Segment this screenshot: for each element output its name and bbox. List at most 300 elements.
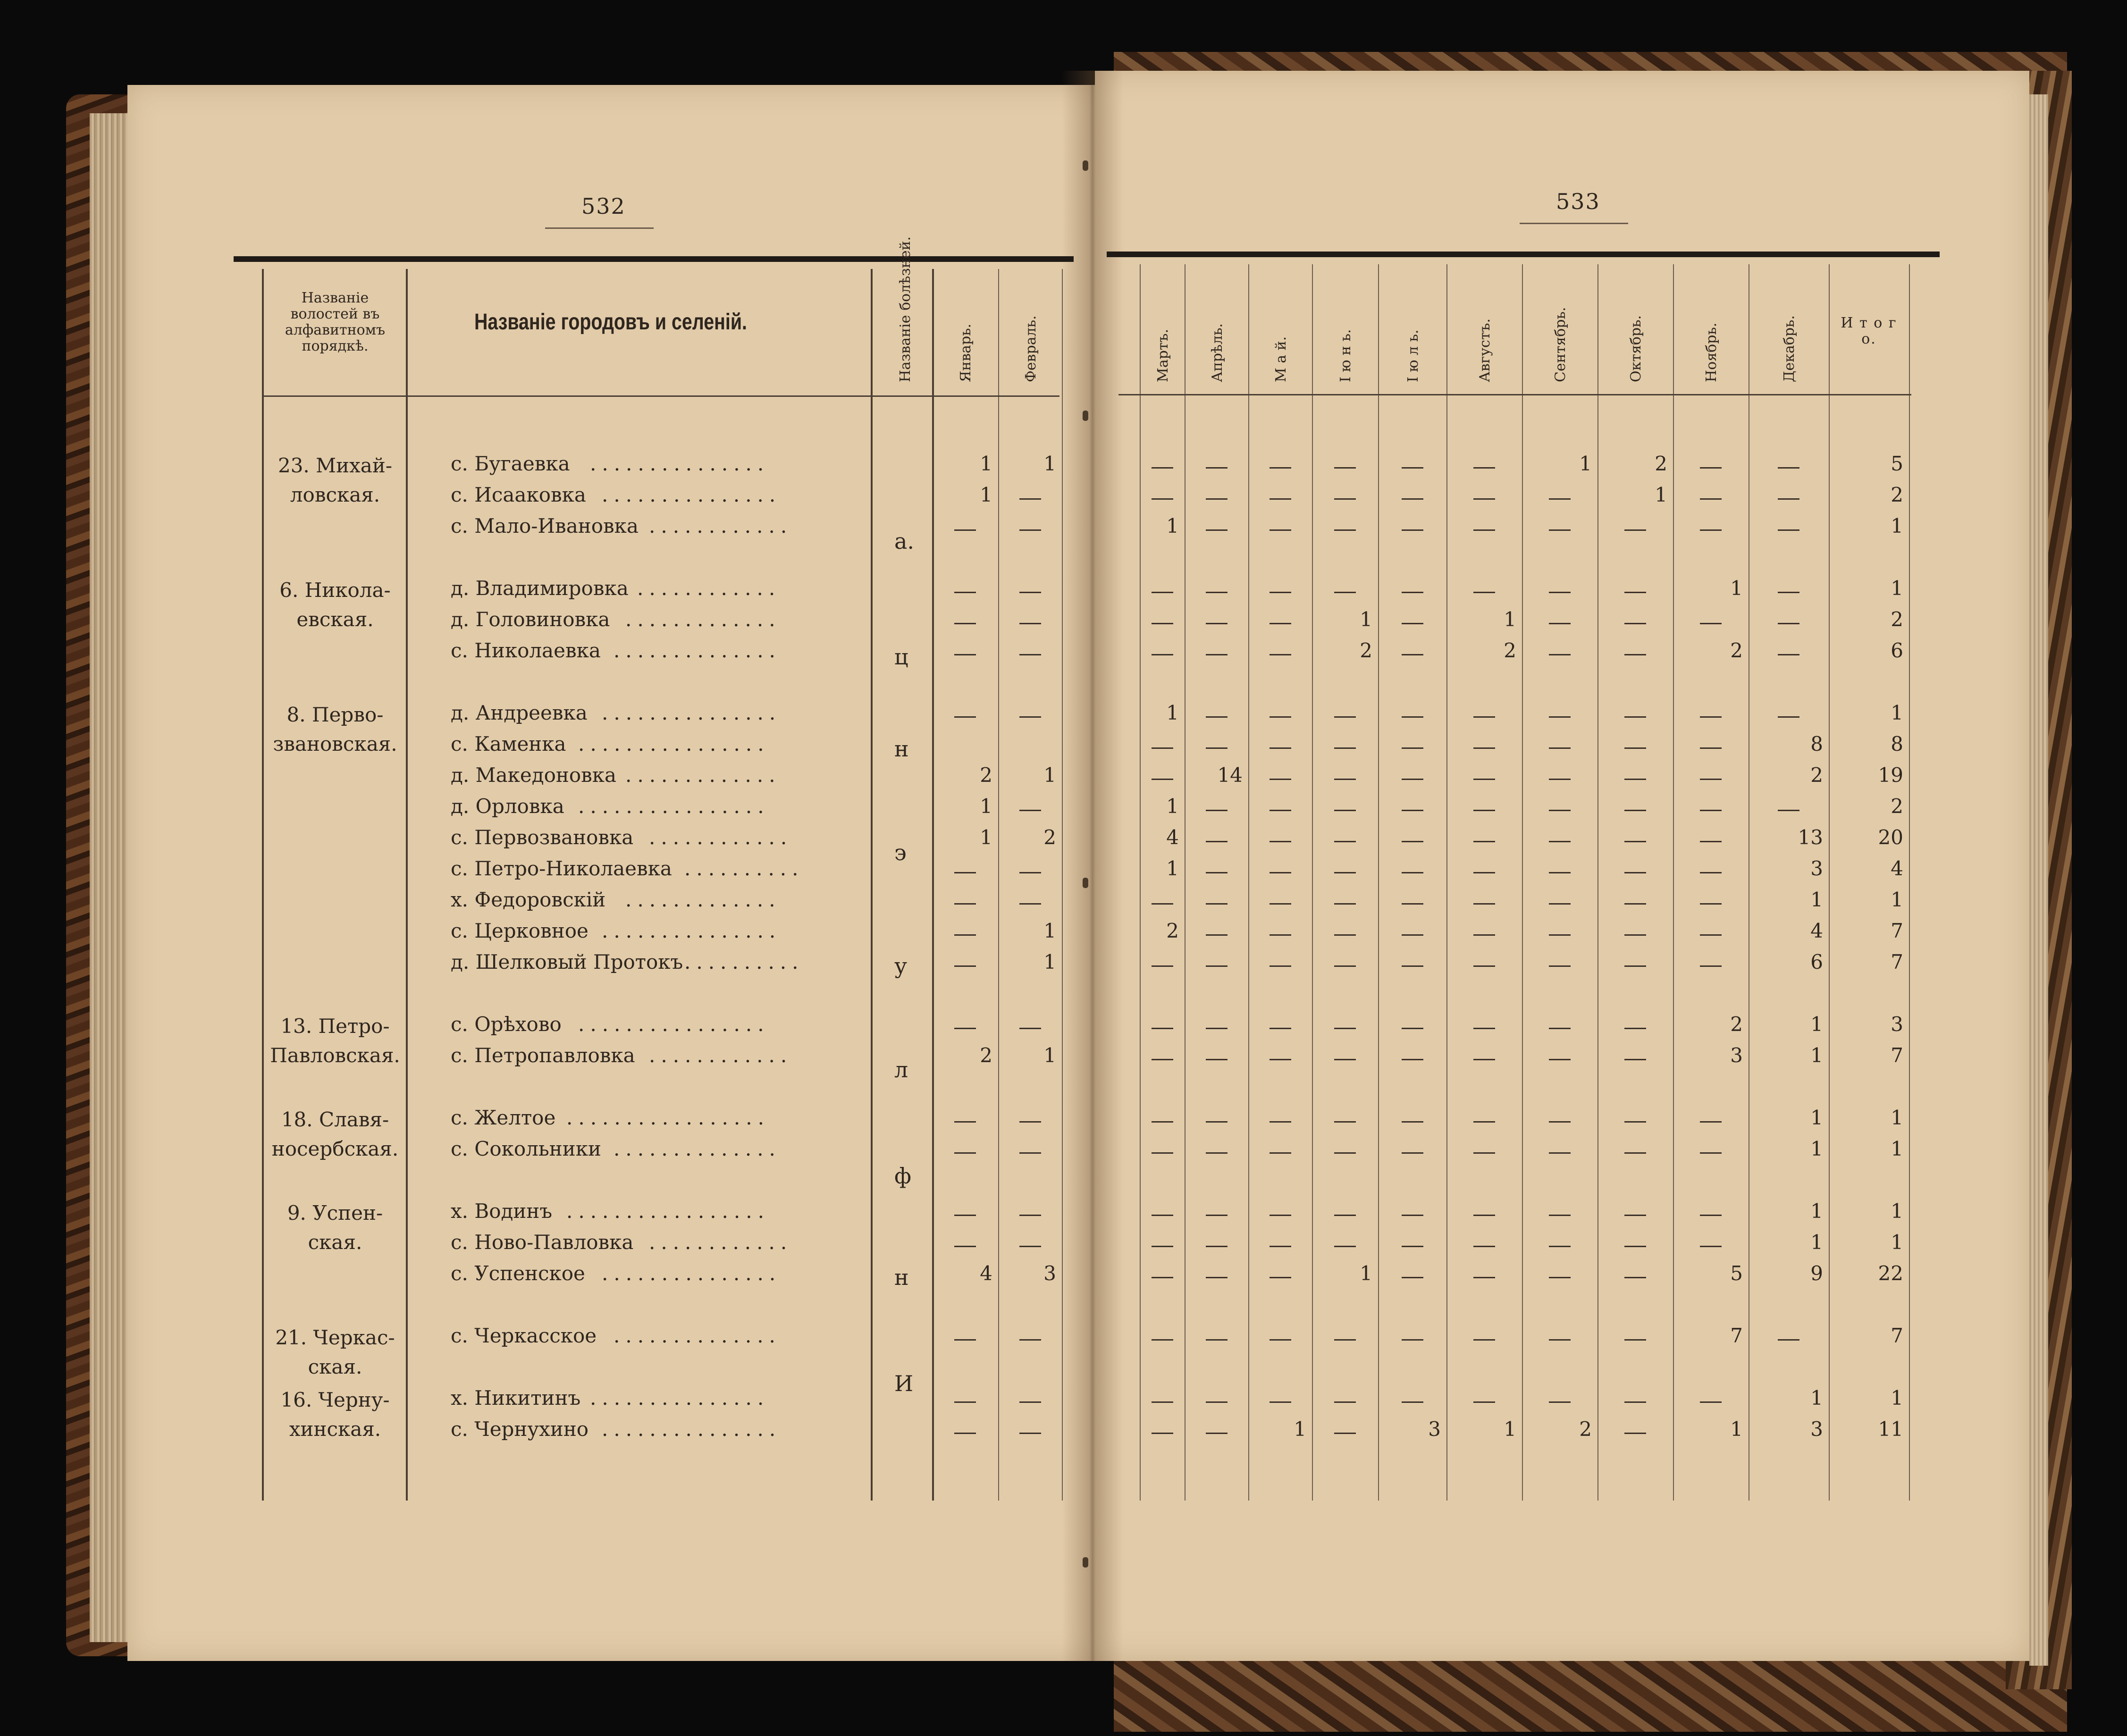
empty-cell-dash: [1624, 1215, 1646, 1216]
value-cell: 3: [1428, 1417, 1441, 1441]
place-name: д. Владимировка: [451, 577, 629, 600]
empty-cell-dash: [1473, 965, 1495, 967]
place-name: с. Николаевка: [451, 639, 601, 662]
value-cell: 1: [1043, 1044, 1056, 1067]
empty-cell-dash: [954, 592, 976, 593]
empty-cell-dash: [1152, 498, 1173, 500]
empty-cell-dash: [1334, 965, 1356, 967]
value-cell: 11: [1878, 1417, 1903, 1441]
empty-cell-dash: [1269, 1028, 1291, 1029]
empty-cell-dash: [1152, 1401, 1173, 1403]
table-column-line: [1446, 264, 1447, 1501]
empty-cell-dash: [1152, 1246, 1173, 1247]
empty-cell-dash: [1700, 623, 1722, 624]
empty-cell-dash: [1473, 1215, 1495, 1216]
empty-cell-dash: [1269, 1121, 1291, 1123]
empty-cell-dash: [1549, 1121, 1571, 1123]
empty-cell-dash: [1402, 934, 1423, 936]
value-cell: 2: [1730, 1013, 1743, 1036]
empty-cell-dash: [1549, 1152, 1571, 1154]
empty-cell-dash: [1206, 1152, 1227, 1154]
empty-cell-dash: [1549, 747, 1571, 749]
disease-name-letter: э: [894, 840, 907, 865]
value-cell: 1: [1891, 1106, 1903, 1129]
empty-cell-dash: [1152, 1121, 1173, 1123]
empty-cell-dash: [954, 1215, 976, 1216]
volost-name-line: 6. Никола-: [279, 579, 391, 602]
page-number-rule: [1520, 223, 1628, 224]
right-page-number: 533: [1556, 189, 1600, 214]
empty-cell-dash: [1269, 529, 1291, 531]
value-cell: 2: [980, 763, 992, 787]
volost-name: [267, 700, 404, 759]
empty-cell-dash: [1624, 1433, 1646, 1434]
leader-dots: ...............: [602, 919, 782, 942]
empty-cell-dash: [1624, 1121, 1646, 1123]
empty-cell-dash: [1402, 1152, 1423, 1154]
empty-cell-dash: [1334, 1152, 1356, 1154]
disease-name-letter: л: [894, 1057, 908, 1082]
empty-cell-dash: [1473, 592, 1495, 593]
value-cell: 6: [1891, 639, 1903, 662]
empty-cell-dash: [1778, 623, 1799, 624]
empty-cell-dash: [1019, 1401, 1041, 1403]
empty-cell-dash: [1473, 1028, 1495, 1029]
empty-cell-dash: [1206, 1401, 1227, 1403]
empty-cell-dash: [1334, 1121, 1356, 1123]
leader-dots: .................: [566, 1199, 770, 1223]
header-line: порядкѣ.: [302, 338, 369, 354]
empty-cell-dash: [1206, 1339, 1227, 1341]
volost-name-line: 16. Черну-: [280, 1388, 390, 1411]
empty-cell-dash: [1019, 1339, 1041, 1341]
value-cell: 9: [1810, 1262, 1823, 1285]
disease-name-letter: а.: [894, 528, 915, 554]
value-cell: 2: [1166, 919, 1179, 942]
empty-cell-dash: [1473, 872, 1495, 873]
empty-cell-dash: [1334, 1401, 1356, 1403]
value-cell: 1: [1810, 1386, 1823, 1409]
value-cell: 1: [1294, 1417, 1306, 1441]
empty-cell-dash: [954, 1028, 976, 1029]
empty-cell-dash: [1269, 872, 1291, 873]
empty-cell-dash: [1206, 1433, 1227, 1434]
empty-cell-dash: [1700, 965, 1722, 967]
header-line: алфавитномъ: [285, 322, 386, 338]
month-column-header: І ю л ь.: [1404, 329, 1421, 382]
top-rule-left: [234, 256, 1074, 262]
empty-cell-dash: [1334, 592, 1356, 593]
place-name: д. Головиновка: [451, 608, 610, 631]
empty-cell-dash: [1206, 903, 1227, 905]
value-cell: 7: [1891, 950, 1903, 973]
empty-cell-dash: [1624, 841, 1646, 842]
empty-cell-dash: [1269, 779, 1291, 780]
empty-cell-dash: [1549, 592, 1571, 593]
empty-cell-dash: [1700, 903, 1722, 905]
volost-name: [267, 451, 404, 510]
empty-cell-dash: [1549, 623, 1571, 624]
empty-cell-dash: [1019, 1028, 1041, 1029]
value-cell: 2: [1655, 452, 1667, 475]
volost-name: [267, 1105, 404, 1164]
empty-cell-dash: [954, 1401, 976, 1403]
empty-cell-dash: [1152, 1433, 1173, 1434]
leader-dots: ...............: [602, 483, 782, 506]
value-cell: 1: [1043, 919, 1056, 942]
table-column-line: [1673, 264, 1674, 1501]
empty-cell-dash: [1778, 654, 1799, 655]
empty-cell-dash: [954, 1121, 976, 1123]
empty-cell-dash: [1549, 934, 1571, 936]
empty-cell-dash: [1402, 747, 1423, 749]
empty-cell-dash: [954, 934, 976, 936]
empty-cell-dash: [954, 872, 976, 873]
leader-dots: ............: [649, 1044, 793, 1067]
empty-cell-dash: [1624, 1339, 1646, 1341]
empty-cell-dash: [1206, 872, 1227, 873]
empty-cell-dash: [1402, 779, 1423, 780]
empty-cell-dash: [1700, 779, 1722, 780]
empty-cell-dash: [1624, 779, 1646, 780]
empty-cell-dash: [1334, 1028, 1356, 1029]
empty-cell-dash: [1473, 810, 1495, 811]
value-cell: 2: [1891, 795, 1903, 818]
empty-cell-dash: [1473, 903, 1495, 905]
empty-cell-dash: [1549, 903, 1571, 905]
value-cell: 1: [980, 826, 992, 849]
empty-cell-dash: [1152, 467, 1173, 469]
empty-cell-dash: [1334, 498, 1356, 500]
empty-cell-dash: [1624, 903, 1646, 905]
empty-cell-dash: [1549, 1028, 1571, 1029]
empty-cell-dash: [1778, 529, 1799, 531]
empty-cell-dash: [1334, 1433, 1356, 1434]
leader-dots: .............: [625, 763, 781, 787]
value-cell: 1: [1504, 1417, 1516, 1441]
value-cell: 1: [1891, 1231, 1903, 1254]
empty-cell-dash: [1269, 934, 1291, 936]
empty-cell-dash: [1624, 592, 1646, 593]
place-name: с. Чернухино: [451, 1417, 589, 1441]
value-cell: 1: [1891, 1137, 1903, 1160]
empty-cell-dash: [1269, 1277, 1291, 1278]
empty-cell-dash: [1700, 810, 1722, 811]
place-name: д. Орловка: [451, 795, 564, 818]
volost-name-line: звановская.: [273, 732, 397, 755]
empty-cell-dash: [1152, 747, 1173, 749]
empty-cell-dash: [1624, 1059, 1646, 1060]
empty-cell-dash: [1206, 467, 1227, 469]
place-name: с. Петро-Николаевка: [451, 857, 672, 880]
value-cell: 7: [1891, 919, 1903, 942]
empty-cell-dash: [1473, 934, 1495, 936]
empty-cell-dash: [1402, 1246, 1423, 1247]
binding-stitch: [1083, 1557, 1088, 1568]
value-cell: 1: [1891, 888, 1903, 911]
value-cell: 2: [1891, 483, 1903, 506]
leader-dots: ..............: [614, 1324, 781, 1347]
empty-cell-dash: [1624, 872, 1646, 873]
table-header-rule: [262, 395, 1059, 397]
empty-cell-dash: [954, 965, 976, 967]
empty-cell-dash: [1206, 841, 1227, 842]
empty-cell-dash: [1700, 1401, 1722, 1403]
empty-cell-dash: [1700, 1152, 1722, 1154]
value-cell: 1: [1810, 1013, 1823, 1036]
leader-dots: ...............: [590, 452, 770, 475]
empty-cell-dash: [954, 1339, 976, 1341]
value-cell: 1: [1891, 701, 1903, 724]
empty-cell-dash: [954, 529, 976, 531]
empty-cell-dash: [1269, 1215, 1291, 1216]
empty-cell-dash: [1269, 1059, 1291, 1060]
empty-cell-dash: [1206, 934, 1227, 936]
place-name: с. Церковное: [451, 919, 588, 942]
volost-name-line: 13. Петро-: [280, 1015, 390, 1038]
volost-column-header: [267, 290, 404, 354]
volost-name-line: Павловская.: [270, 1044, 400, 1067]
value-cell: 4: [980, 1262, 992, 1285]
leader-dots: ..........: [684, 950, 804, 973]
value-cell: 3: [1043, 1262, 1056, 1285]
table-column-line: [998, 269, 999, 1501]
value-cell: 7: [1730, 1324, 1743, 1347]
binding-stitch: [1083, 878, 1088, 888]
empty-cell-dash: [1778, 467, 1799, 469]
volost-name-line: носербская.: [271, 1137, 399, 1160]
empty-cell-dash: [1549, 779, 1571, 780]
empty-cell-dash: [1549, 498, 1571, 500]
empty-cell-dash: [1019, 716, 1041, 718]
value-cell: 1: [1166, 857, 1179, 880]
empty-cell-dash: [1402, 1121, 1423, 1123]
empty-cell-dash: [1269, 841, 1291, 842]
value-cell: 1: [980, 483, 992, 506]
place-name: с. Сокольники: [451, 1137, 601, 1160]
value-cell: 2: [1891, 608, 1903, 631]
leader-dots: ..........: [684, 857, 804, 880]
place-name: х. Федоровскій: [451, 888, 606, 911]
month-column-header: Октябрь.: [1628, 315, 1644, 382]
empty-cell-dash: [1402, 872, 1423, 873]
value-cell: 1: [980, 795, 992, 818]
empty-cell-dash: [1473, 1277, 1495, 1278]
place-name: с. Успенское: [451, 1262, 585, 1285]
empty-cell-dash: [1402, 529, 1423, 531]
value-cell: 3: [1810, 1417, 1823, 1441]
leader-dots: ................: [578, 1013, 770, 1036]
month-column-header: Декабрь.: [1781, 315, 1798, 382]
page-edges-left: [90, 113, 132, 1642]
empty-cell-dash: [1473, 1059, 1495, 1060]
value-cell: 1: [1891, 514, 1903, 537]
disease-name-letter: И: [894, 1371, 914, 1396]
empty-cell-dash: [1206, 529, 1227, 531]
empty-cell-dash: [1152, 779, 1173, 780]
leader-dots: .............: [625, 608, 781, 631]
table-column-line: [1378, 264, 1379, 1501]
empty-cell-dash: [1473, 716, 1495, 718]
empty-cell-dash: [1624, 654, 1646, 655]
binding-stitch: [1083, 411, 1088, 421]
leader-dots: ................: [578, 732, 770, 755]
empty-cell-dash: [1473, 779, 1495, 780]
volost-name-line: 9. Успен-: [287, 1201, 383, 1224]
volost-name-line: евская.: [296, 608, 374, 631]
empty-cell-dash: [1700, 747, 1722, 749]
empty-cell-dash: [1624, 1277, 1646, 1278]
empty-cell-dash: [1019, 872, 1041, 873]
table-column-line: [406, 269, 408, 1501]
value-cell: 1: [1166, 701, 1179, 724]
empty-cell-dash: [1019, 1152, 1041, 1154]
empty-cell-dash: [1402, 965, 1423, 967]
volost-name-line: 21. Черкас-: [275, 1326, 395, 1349]
empty-cell-dash: [1334, 1059, 1356, 1060]
value-cell: 1: [1166, 514, 1179, 537]
empty-cell-dash: [1206, 1277, 1227, 1278]
empty-cell-dash: [1700, 872, 1722, 873]
month-column-header: Ноябрь.: [1703, 322, 1720, 382]
disease-name-letter: ф: [894, 1163, 912, 1189]
value-cell: 2: [1730, 639, 1743, 662]
empty-cell-dash: [1700, 1121, 1722, 1123]
empty-cell-dash: [1206, 498, 1227, 500]
empty-cell-dash: [954, 623, 976, 624]
value-cell: 5: [1730, 1262, 1743, 1285]
empty-cell-dash: [1778, 810, 1799, 811]
empty-cell-dash: [1549, 810, 1571, 811]
binding-stitch: [1083, 160, 1088, 171]
header-line: Названіе: [301, 290, 369, 306]
month-column-header: М а й.: [1272, 336, 1289, 382]
empty-cell-dash: [1549, 1401, 1571, 1403]
empty-cell-dash: [1152, 623, 1173, 624]
place-name: с. Первозвановка: [451, 826, 634, 849]
empty-cell-dash: [1269, 810, 1291, 811]
empty-cell-dash: [1152, 1339, 1173, 1341]
empty-cell-dash: [1402, 1339, 1423, 1341]
empty-cell-dash: [1206, 1059, 1227, 1060]
empty-cell-dash: [1473, 1121, 1495, 1123]
month-column-header: Мартъ.: [1154, 328, 1171, 382]
empty-cell-dash: [1152, 1059, 1173, 1060]
value-cell: 1: [980, 452, 992, 475]
value-cell: 1: [1504, 608, 1516, 631]
empty-cell-dash: [1549, 965, 1571, 967]
empty-cell-dash: [1152, 1215, 1173, 1216]
empty-cell-dash: [1778, 1339, 1799, 1341]
value-cell: 1: [1360, 608, 1372, 631]
value-cell: 1: [1810, 888, 1823, 911]
table-column-line: [262, 269, 264, 1501]
month-column-header: Февраль.: [1022, 315, 1039, 382]
empty-cell-dash: [1334, 779, 1356, 780]
place-name: с. Черкасское: [451, 1324, 597, 1347]
volost-name-line: 18. Славя-: [281, 1108, 389, 1131]
empty-cell-dash: [1152, 1277, 1173, 1278]
empty-cell-dash: [1700, 1246, 1722, 1247]
empty-cell-dash: [1334, 903, 1356, 905]
value-cell: 4: [1810, 919, 1823, 942]
empty-cell-dash: [954, 654, 976, 655]
left-page-number: 532: [581, 193, 626, 219]
empty-cell-dash: [1624, 934, 1646, 936]
value-cell: 2: [1810, 763, 1823, 787]
empty-cell-dash: [1402, 498, 1423, 500]
table-column-line: [1312, 264, 1313, 1501]
value-cell: 2: [1504, 639, 1516, 662]
empty-cell-dash: [1473, 467, 1495, 469]
place-name: с. Ново-Павловка: [451, 1231, 634, 1254]
empty-cell-dash: [1700, 467, 1722, 469]
value-cell: 5: [1891, 452, 1903, 475]
empty-cell-dash: [1402, 1028, 1423, 1029]
empty-cell-dash: [1624, 1401, 1646, 1403]
empty-cell-dash: [1624, 810, 1646, 811]
place-name: х. Никитинъ: [451, 1386, 581, 1409]
empty-cell-dash: [1700, 716, 1722, 718]
empty-cell-dash: [1152, 903, 1173, 905]
empty-cell-dash: [1269, 467, 1291, 469]
value-cell: 14: [1217, 763, 1243, 787]
empty-cell-dash: [1019, 529, 1041, 531]
empty-cell-dash: [1334, 529, 1356, 531]
place-name: д. Андреевка: [451, 701, 588, 724]
empty-cell-dash: [1206, 965, 1227, 967]
empty-cell-dash: [1334, 716, 1356, 718]
value-cell: 1: [1810, 1106, 1823, 1129]
leader-dots: ..............: [614, 1137, 781, 1160]
leader-dots: ............: [649, 1231, 793, 1254]
empty-cell-dash: [1269, 1401, 1291, 1403]
table-column-line: [1248, 264, 1249, 1501]
empty-cell-dash: [1473, 747, 1495, 749]
empty-cell-dash: [1152, 654, 1173, 655]
volost-name: [267, 1385, 404, 1444]
value-cell: 22: [1878, 1262, 1903, 1285]
value-cell: 19: [1878, 763, 1903, 787]
value-cell: 2: [980, 1044, 992, 1067]
leader-dots: ...............: [602, 701, 782, 724]
empty-cell-dash: [1019, 498, 1041, 500]
page-edges-right: [2029, 94, 2048, 1666]
value-cell: 1: [1810, 1044, 1823, 1067]
empty-cell-dash: [1402, 1277, 1423, 1278]
value-cell: 3: [1810, 857, 1823, 880]
value-cell: 1: [1166, 795, 1179, 818]
value-cell: 1: [1043, 950, 1056, 973]
empty-cell-dash: [1700, 841, 1722, 842]
top-rule-right: [1107, 252, 1940, 257]
leader-dots: ................: [578, 795, 770, 818]
empty-cell-dash: [1019, 654, 1041, 655]
month-column-header: Апрѣль.: [1209, 323, 1226, 382]
empty-cell-dash: [954, 1152, 976, 1154]
volost-name-line: ская.: [308, 1355, 362, 1378]
empty-cell-dash: [1700, 1215, 1722, 1216]
empty-cell-dash: [1206, 747, 1227, 749]
value-cell: 1: [1579, 452, 1592, 475]
place-name: с. Мало-Ивановка: [451, 514, 639, 537]
table-column-line: [1909, 264, 1910, 1501]
empty-cell-dash: [1269, 747, 1291, 749]
empty-cell-dash: [954, 1433, 976, 1434]
value-cell: 13: [1798, 826, 1823, 849]
value-cell: 1: [1655, 483, 1667, 506]
empty-cell-dash: [1269, 623, 1291, 624]
